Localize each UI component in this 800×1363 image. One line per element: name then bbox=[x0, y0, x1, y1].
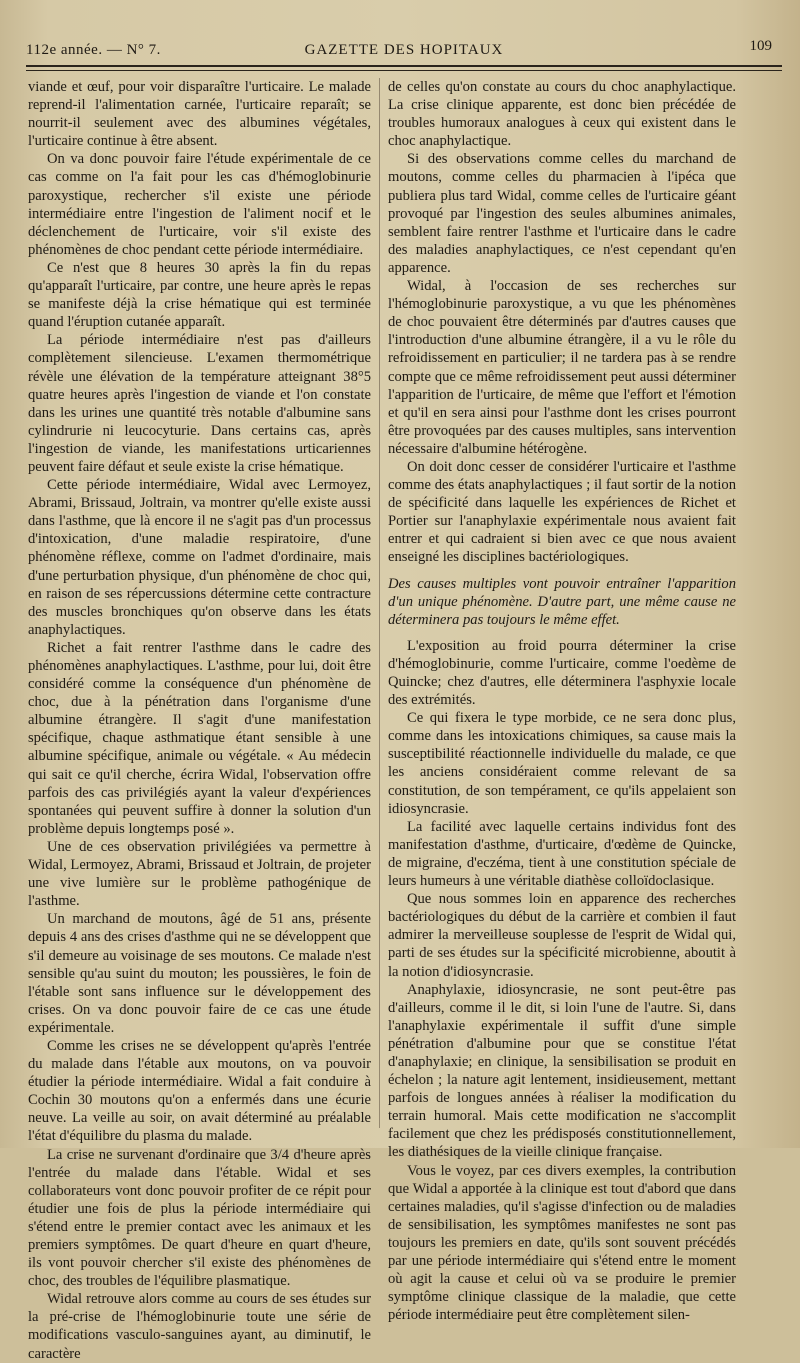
header-rule-thin bbox=[26, 70, 782, 71]
paragraph: viande et œuf, pour voir disparaître l'urticaire. Le malade reprend-il l'alimentation carnée, l'urticaire reparaît; se nourrit-il seulement avec des albumines végétales, l'urticaire continue à être absent. bbox=[28, 79, 371, 150]
right-column bbox=[388, 78, 736, 1324]
paragraph: La période intermédiaire n'est pas d'ailleurs complètement silencieuse. L'examen thermométrique révèle une élévation de la température atteignant 38°5 quatre heures après l'ingestion de viande et l'on constate dans les urines une quantité très notable d'albumine sans cylindrurie ni leucocyturie. Dans certains cas, après l'ingestion de viande, les manifestations urticariennes peuvent faire défaut et seule existe la crise hématique. bbox=[28, 332, 371, 475]
issue-number: 112e année. — N° 7. bbox=[26, 42, 161, 58]
paragraph: On doit donc cesser de considérer l'urticaire et l'asthme comme des états anaphylactiques ; il faut sortir de la notion de spécificité dans laquelle les expériences de Richet et Portier sur l'anaphylaxie expérimentale nous avaient fait entrer et qui cadraient si bien avec ce que nous avaient enseigné les disciplines bactériologiques. bbox=[388, 458, 736, 566]
italic-statement: Des causes multiples vont pouvoir entraîner l'apparition d'un unique phénomène. D'autre part, une même cause ne déterminera pas toujours le même effet. bbox=[388, 575, 736, 628]
column-divider bbox=[379, 78, 380, 1128]
page-header bbox=[26, 36, 782, 64]
paragraph: Vous le voyez, par ces divers exemples, la contribution que Widal a apportée à la clinique est tout d'abord que dans certaines maladies, qu'il s'agisse d'infection ou de maladies de sensibilisation, les symptômes manifestes ne sont pas toujours les premiers en date, qu'ils sont souvent précédés par une période intermédiaire qui s'étend entre le moment où agit la cause et celui où va se produire le premier symptôme clinique classique de la maladie, que cette période intermédiaire peut être complètement silen- bbox=[388, 1162, 736, 1324]
paragraph: Que nous sommes loin en apparence des recherches bactériologiques du début de la carrière et combien il faut admirer la merveilleuse souplesse de l'esprit de Widal qui, parti de ses études sur la spécificité microbienne, aboutit à la notion d'idiosyncrasie. bbox=[388, 891, 736, 980]
paragraph: Widal retrouve alors comme au cours de ses études sur la pré-crise de l'hémoglobinurie toute une série de modifications vasculo-sanguines ayant, au diminutif, le caractère bbox=[28, 1291, 371, 1362]
left-column bbox=[28, 78, 371, 1363]
paragraph: Anaphylaxie, idiosyncrasie, ne sont peut-être pas d'ailleurs, comme il le dit, si loin l'une de l'autre. Si, dans l'anaphylaxie expérimentale il suffit d'une simple pénétration d'albumine pour que se constitue l'état d'anaphylaxie; en clinique, la sensibilisation se produit en échelon ; la nature agit lentement, insidieusement, mettant parfois de longues années à réaliser la modification du terrain humoral. Mais cette modification ne s'accomplit facilement que chez les prédisposés constitutionnellement, les diathésiques de la vieille clinique française. bbox=[388, 981, 736, 1161]
paragraph: Une de ces observation privilégiées va permettre à Widal, Lermoyez, Abrami, Brissaud et Joltrain, de projeter une vive lumière sur le problème pathogénique de l'asthme. bbox=[28, 838, 371, 910]
page-number: 109 bbox=[749, 38, 772, 54]
paragraph: La crise ne survenant d'ordinaire que 3/4 d'heure après l'entrée du malade dans l'étable. Widal et ses collaborateurs vont donc pouvoir profiter de ce répit pour étudier une fois de plus la période intermédiaire qui s'étend entre le premier contact avec les animaux et les premiers symptômes. De quart d'heure en quart d'heure, ils vont pouvoir chercher s'il existe des phénomènes de choc, des troubles de l'équilibre plasmatique. bbox=[28, 1146, 371, 1290]
paragraph: Richet a fait rentrer l'asthme dans le cadre des phénomènes anaphylactiques. L'asthme, pour lui, doit être considéré comme la conséquence d'un phénomène de choc, due à la pénétration dans l'organisme d'une albumine étrangère. Il s'agit d'une manifestation spécifique, chaque asthmatique étant sensible à une albumine spécifique, animale ou végétale. « Au médecin qui sait ce qu'il cherche, écrira Widal, l'observation offre parfois des cas privilégiés ayant la valeur d'expériences spontanées qui peuvent suffire à donner la solution d'un problème depuis longtemps posé ». bbox=[28, 639, 371, 837]
paragraph: Ce qui fixera le type morbide, ce ne sera donc plus, comme dans les intoxications chimiques, sa cause mais la susceptibilité réactionnelle individuelle du malade, ce que les anciens considéraient comme relevant de sa constitution, de son tempérament, ce qu'ils appelaient son idiosyncrasie. bbox=[388, 710, 736, 817]
paragraph: La facilité avec laquelle certains individus font des manifestation d'asthme, d'urticaire, d'œdème de Quincke, de migraine, d'eczéma, tient à une constitution spéciale de leurs humeurs à une véritable diathèse colloïdoclasique. bbox=[388, 818, 736, 890]
paragraph: Ce n'est que 8 heures 30 après la fin du repas qu'apparaît l'urticaire, par contre, une heure après le repas se manifeste déjà la crise hématique qui est terminée quand l'éruption cutanée apparaît. bbox=[28, 259, 371, 331]
paragraph: Un marchand de moutons, âgé de 51 ans, présente depuis 4 ans des crises d'asthme qui ne se développent que s'il demeure au voisinage de ses moutons. Ce malade n'est sensible qu'au suint du mouton; les poussières, le foin de l'étable sont sans influence sur le développement des crises. On va donc pouvoir faire de ce cas une étude expérimentale. bbox=[28, 911, 371, 1036]
header-rule-thick bbox=[26, 65, 782, 67]
paragraph: Comme les crises ne se développent qu'après l'entrée du malade dans l'étable aux moutons, on va pouvoir étudier la période intermédiaire. Widal a fait conduire à Cochin 30 moutons qu'on a enfermés dans une écurie neuve. La veille au soir, on avait déterminé au préalable l'état d'équilibre du plasma du malade. bbox=[28, 1037, 371, 1145]
paragraph: L'exposition au froid pourra déterminer la crise d'hémoglobinurie, comme l'urticaire, comme l'oedème de Quincke; chez d'autres, elle déterminera l'asphyxie locale des extrémités. bbox=[388, 637, 736, 709]
paragraph: de celles qu'on constate au cours du choc anaphylactique. La crise clinique apparente, est donc bien précédée de troubles humoraux analogues à ceux qui existent dans le choc anaphylactique. bbox=[388, 79, 736, 150]
paragraph: Si des observations comme celles du marchand de moutons, comme celles du pharmacien à l'ipéca que publiera plus tard Widal, comme celles de l'urticaire géant provoqué par l'ingestion des seules albumines animales, semblent faire rentrer l'asthme et l'urticaire dans le cadre des maladies anaphylactiques, ce n'est cependant qu'en apparence. bbox=[388, 151, 736, 276]
paragraph: Widal, à l'occasion de ses recherches sur l'hémoglobinurie paroxystique, a vu que les phénomènes de choc pouvaient être déterminés par d'autres causes que l'introduction d'une albumine étrangère, il a vu le rôle du refroidissement en particulier; il ne tardera pas à se rendre compte que ce même refroidissement peut aussi déterminer l'apparition de l'urticaire, de même que l'effort et l'émotion et qu'il en sera ainsi pour l'asthme dont les crises pourront être provoquées par des causes multiples, sans intervention nécessaire d'albumine hétérogène. bbox=[388, 278, 736, 457]
paragraph: Cette période intermédiaire, Widal avec Lermoyez, Abrami, Brissaud, Joltrain, va montrer qu'elle existe aussi dans l'asthme, que là encore il ne s'agit pas d'un processus d'intoxication, d'une maladie respiratoire, d'une phénomène réflexe, comme on l'admet d'ordinaire, mais d'une perturbation physique, d'un phénomène de choc qui, en raison de ses répercussions détermine cette contracture des muscles bronchiques qu'on observe dans les états anaphylactiques. bbox=[28, 477, 371, 638]
journal-title: GAZETTE DES HOPITAUX bbox=[304, 42, 504, 58]
paragraph: On va donc pouvoir faire l'étude expérimentale de ce cas comme on l'a fait pour les cas d'hémoglobinurie paroxystique, rechercher s'il existe une période intermédiaire entre l'ingestion de l'aliment nocif et le déclenchement de l'urticaire, voir s'il existe des phénomènes de choc pendant cette période intermédiaire. bbox=[28, 151, 371, 258]
